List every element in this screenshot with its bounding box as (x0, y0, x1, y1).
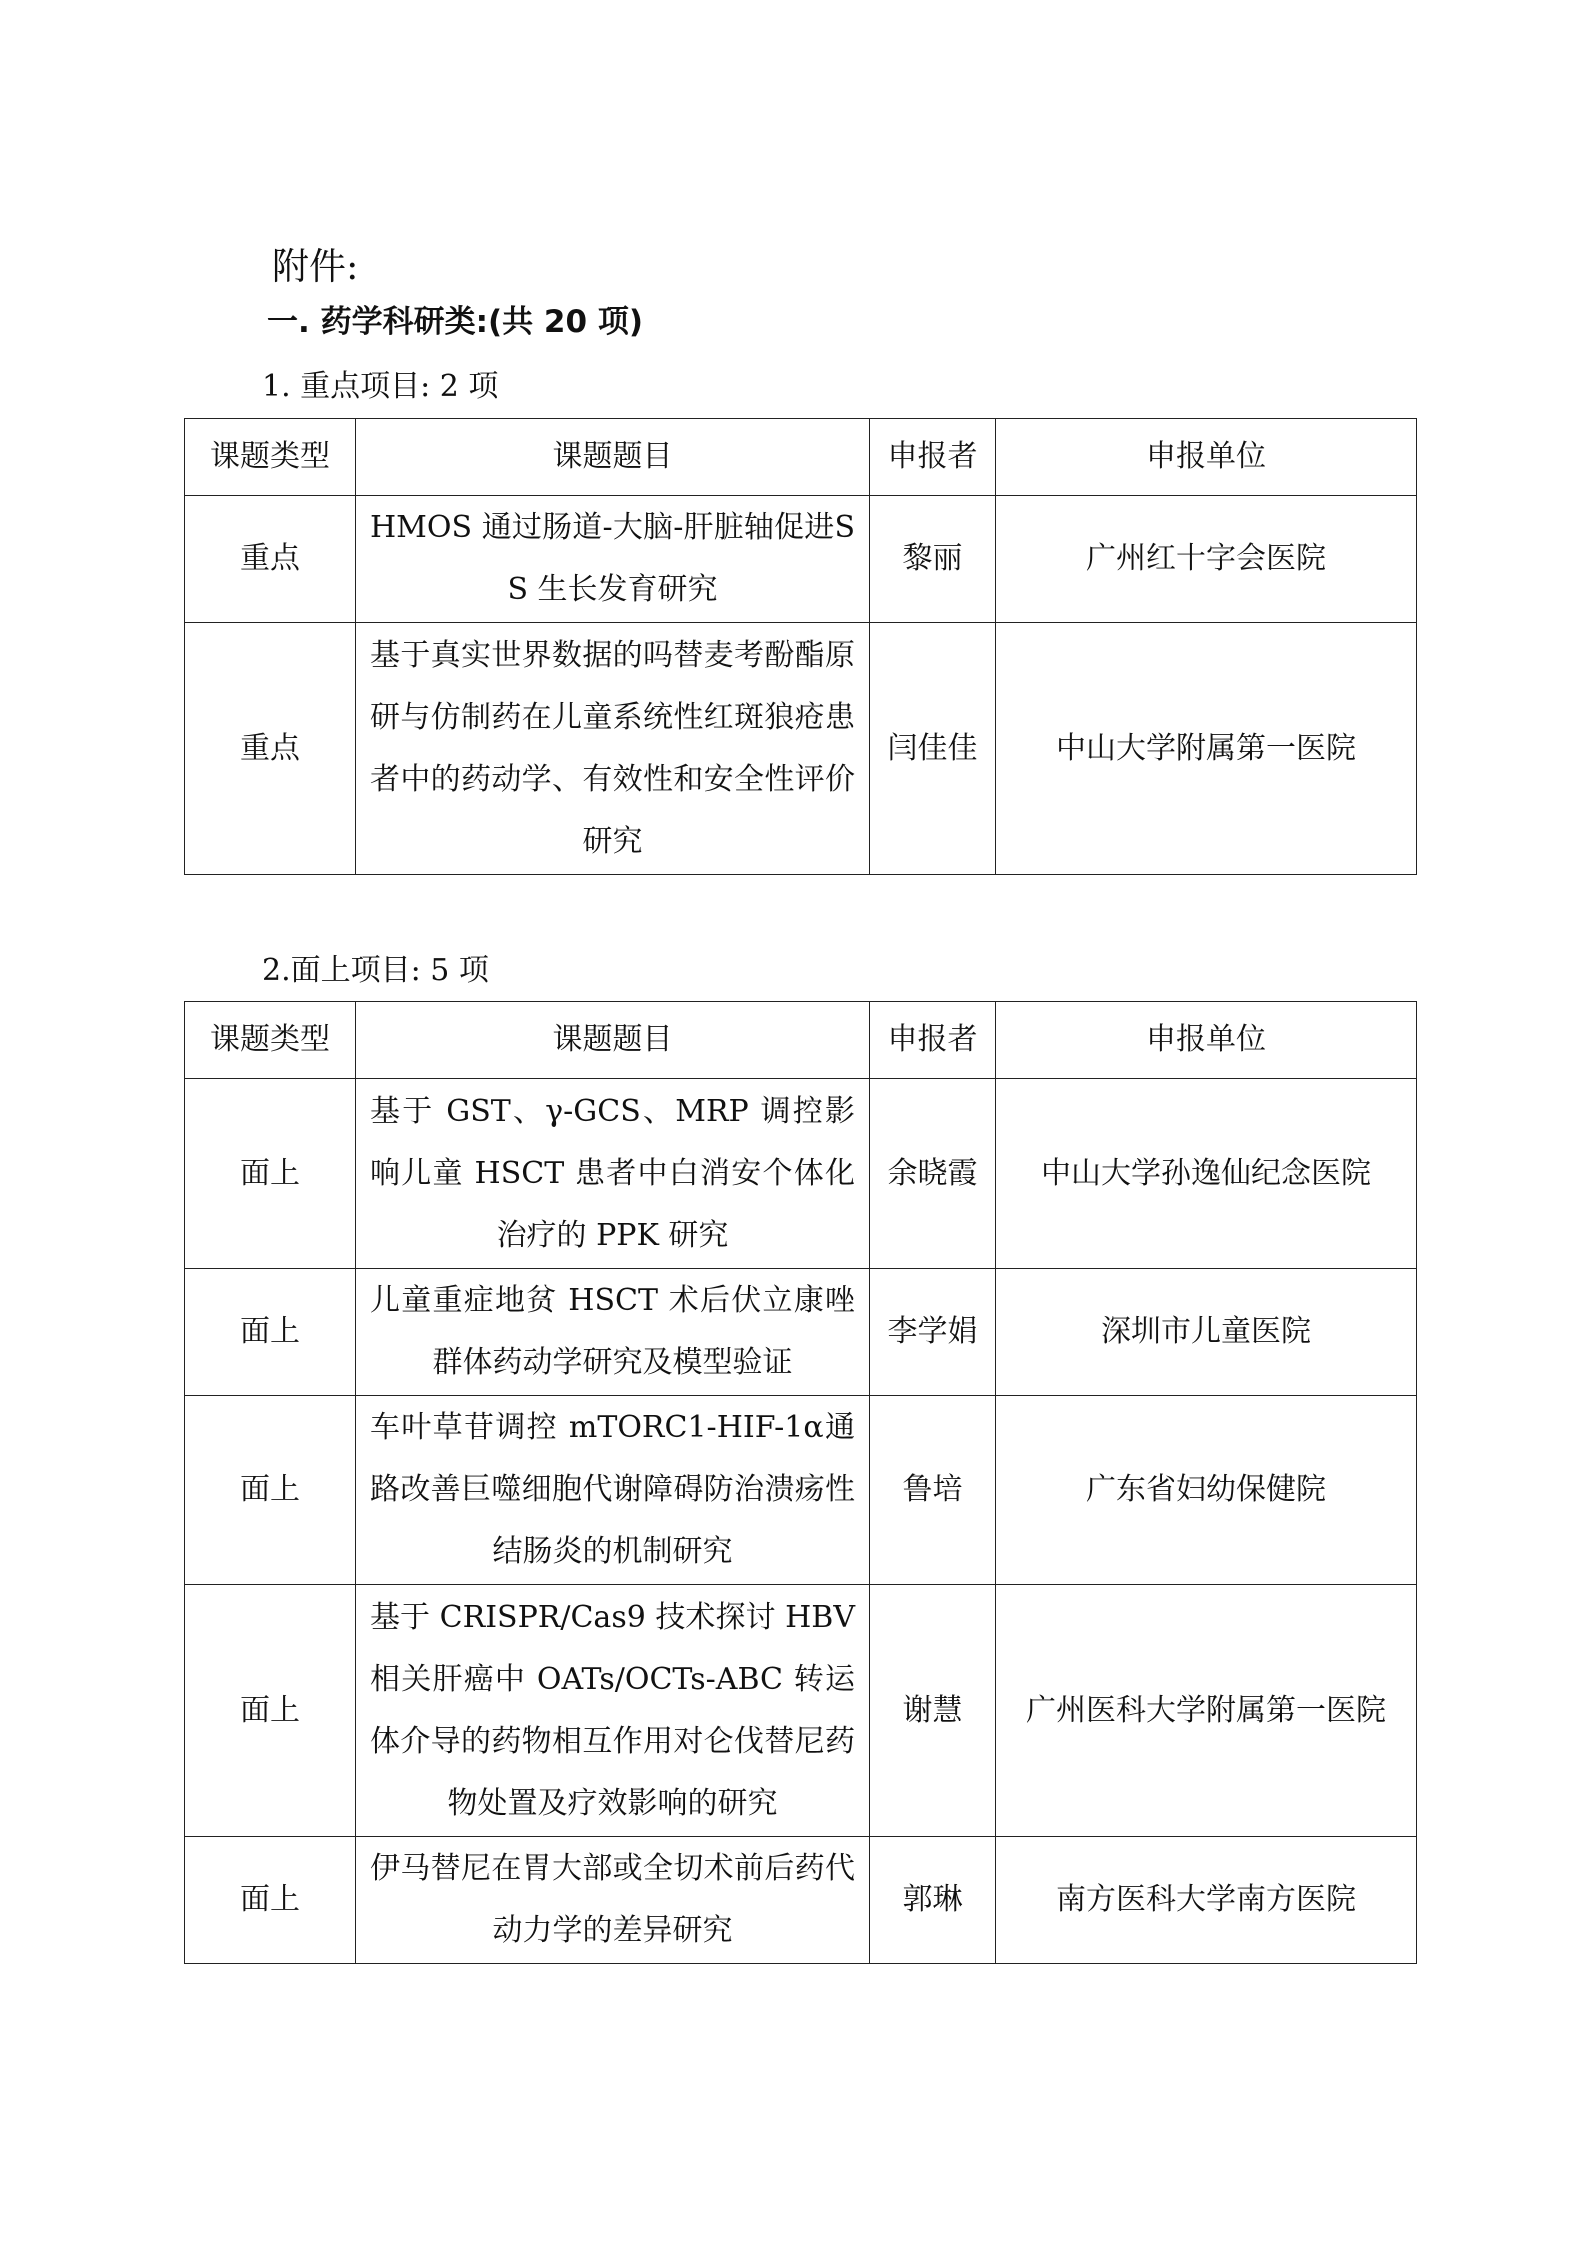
table-row (185, 496, 1417, 623)
header-topic: 课题题目 (356, 419, 870, 496)
table-header-row (185, 419, 1417, 496)
cell-applicant: 闫佳佳 (870, 623, 996, 875)
cell-topic: 儿童重症地贫 HSCT 术后伏立康唑群体药动学研究及模型验证 (356, 1269, 870, 1396)
cell-unit: 南方医科大学南方医院 (996, 1837, 1417, 1964)
cell-topic: 基于 CRISPR/Cas9 技术探讨 HBV 相关肝癌中 OATs/OCTs-ABC 转运体介导的药物相互作用对仑伐替尼药物处置及疗效影响的研究 (356, 1585, 870, 1837)
header-unit: 申报单位 (996, 419, 1417, 496)
key-projects-table (184, 418, 1417, 875)
cell-unit: 广州医科大学附属第一医院 (996, 1585, 1417, 1837)
cell-topic: 伊马替尼在胃大部或全切术前后药代动力学的差异研究 (356, 1837, 870, 1964)
cell-topic: 车叶草苷调控 mTORC1-HIF-1α通路改善巨噬细胞代谢障碍防治溃疡性结肠炎的机制研究 (356, 1396, 870, 1585)
cell-type: 面上 (185, 1585, 356, 1837)
cell-type: 重点 (185, 623, 356, 875)
section-title: 一. 药学科研类:(共 20 项) (267, 304, 644, 340)
cell-applicant: 谢慧 (870, 1585, 996, 1837)
cell-unit: 广州红十字会医院 (996, 496, 1417, 623)
cell-topic: 基于真实世界数据的吗替麦考酚酯原研与仿制药在儿童系统性红斑狼疮患者中的药动学、有效性和安全性评价研究 (356, 623, 870, 875)
attachment-label: 附件: (272, 245, 359, 288)
header-topic: 课题题目 (356, 1002, 870, 1079)
table-row (185, 1396, 1417, 1585)
header-applicant: 申报者 (870, 1002, 996, 1079)
cell-unit: 广东省妇幼保健院 (996, 1396, 1417, 1585)
header-type: 课题类型 (185, 419, 356, 496)
table-row (185, 1837, 1417, 1964)
cell-type: 重点 (185, 496, 356, 623)
cell-topic: 基于 GST、γ-GCS、MRP 调控影响儿童 HSCT 患者中白消安个体化治疗的 PPK 研究 (356, 1079, 870, 1269)
general-projects-heading: 2.面上项目: 5 项 (262, 953, 489, 988)
table-row (185, 1269, 1417, 1396)
cell-type: 面上 (185, 1269, 356, 1396)
cell-applicant: 鲁培 (870, 1396, 996, 1585)
header-type: 课题类型 (185, 1002, 356, 1079)
cell-topic: HMOS 通过肠道-大脑-肝脏轴促进SS 生长发育研究 (356, 496, 870, 623)
cell-unit: 深圳市儿童医院 (996, 1269, 1417, 1396)
table-row (185, 1585, 1417, 1837)
table-row (185, 1079, 1417, 1269)
cell-applicant: 黎丽 (870, 496, 996, 623)
cell-unit: 中山大学附属第一医院 (996, 623, 1417, 875)
table-row (185, 623, 1417, 875)
cell-applicant: 郭琳 (870, 1837, 996, 1964)
cell-type: 面上 (185, 1837, 356, 1964)
table-header-row (185, 1002, 1417, 1079)
general-projects-table (184, 1001, 1417, 1964)
header-applicant: 申报者 (870, 419, 996, 496)
cell-type: 面上 (185, 1079, 356, 1269)
cell-applicant: 李学娟 (870, 1269, 996, 1396)
cell-unit: 中山大学孙逸仙纪念医院 (996, 1079, 1417, 1269)
cell-type: 面上 (185, 1396, 356, 1585)
header-unit: 申报单位 (996, 1002, 1417, 1079)
key-projects-heading: 1. 重点项目: 2 项 (262, 369, 499, 404)
cell-applicant: 余晓霞 (870, 1079, 996, 1269)
